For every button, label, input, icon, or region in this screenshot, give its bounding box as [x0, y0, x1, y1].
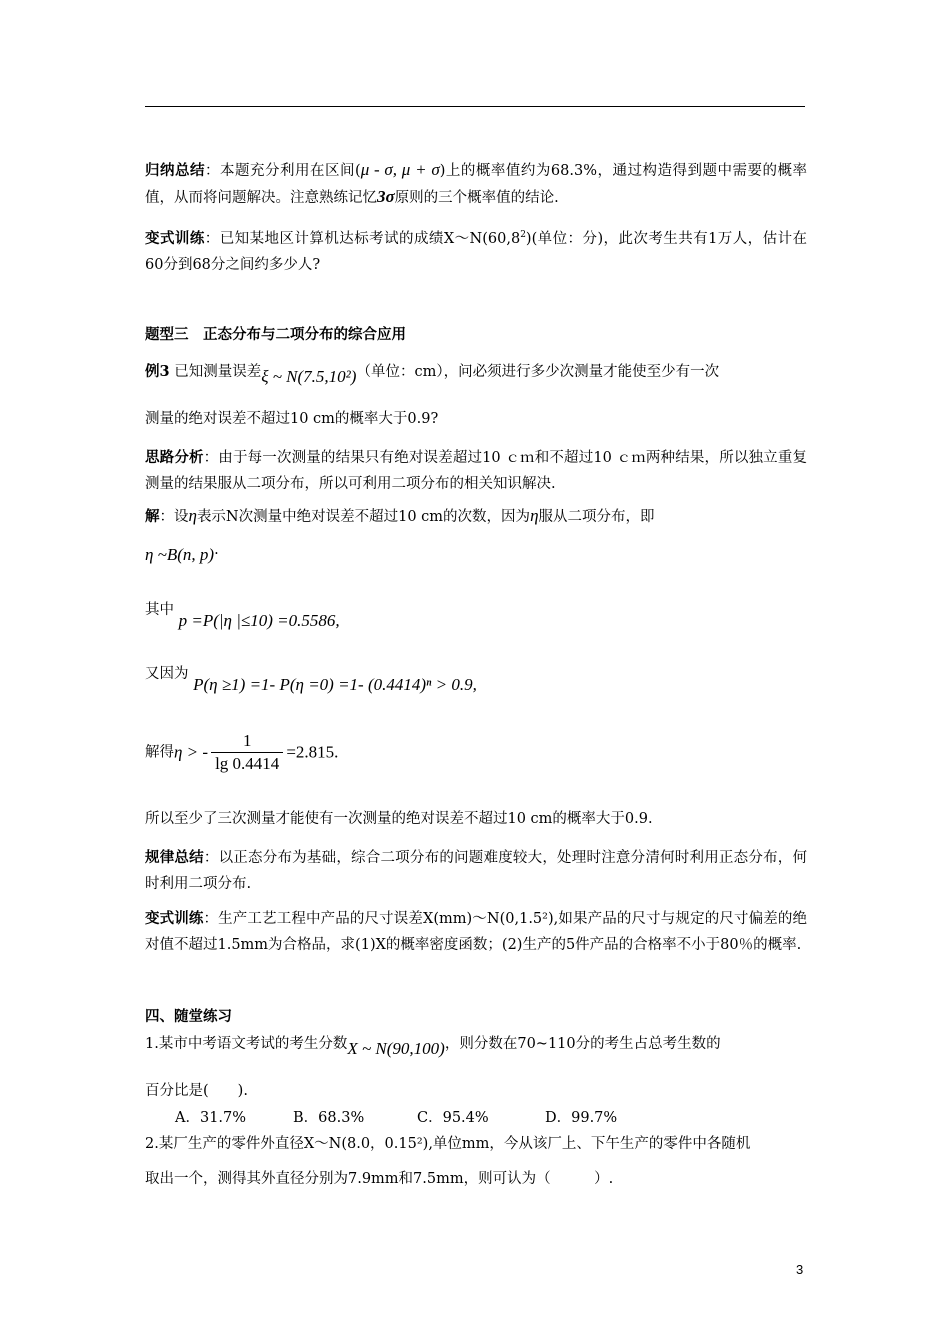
rule-summary: 规律总结：以正态分布为基础，综合二项分布的问题难度较大，处理时注意分清何时利用正态分布，何时利用二项分布. — [145, 849, 808, 892]
solution-line-2: η ~B(n, p). — [145, 542, 219, 564]
section-heading-4: 四、随堂练习 — [145, 1008, 232, 1025]
option-a: A．31.7% — [175, 1110, 247, 1126]
section-heading-3: 题型三 正态分布与二项分布的综合应用 — [145, 326, 406, 343]
solution-inequality: 又因为 P(η ≥1) =1- P(η =0) =1- (0.4414)ⁿ > 0.9, — [145, 666, 477, 694]
example-3: 例3 已知测量误差ξ ~ N(7.5,10²)（单位：cm），问必须进行多少次测量才能使至少有一次 — [145, 363, 720, 386]
variant-exercise-2: 变式训练：生产工艺工程中产品的尺寸误差X(mm)～N(0,1.5²),如果产品的尺寸与规定的尺寸偏差的绝对值不超过1.5mm为合格品，求(1)X的概率密度函数；(2)生产的5件产品的合格率不小于80％的概率. — [145, 910, 807, 953]
three-sigma: 3σ — [377, 187, 395, 206]
solution-line-1: 解：设η表示N次测量中绝对误差不超过10 cm的次数，因为η服从二项分布，即 — [145, 506, 655, 525]
option-b: B．68.3% — [293, 1110, 365, 1126]
summary-label: 归纳总结 — [145, 162, 206, 179]
example-3-cont: 测量的绝对误差不超过10 cm的概率大于0.9? — [145, 411, 439, 427]
error-distribution: ξ ~ N(7.5,10²) — [261, 367, 357, 386]
question-1-cont: 百分比是( ). — [145, 1083, 248, 1099]
binomial-formula: η ~B(n, p) — [145, 545, 215, 564]
variant-exercise-1: 变式训练：已知某地区计算机达标考试的成绩X～N(60,8$^2$)(单位：分)，此次考生共有1万人，估计在60分到68分之间约多少人? — [145, 229, 808, 273]
interval-formula: μ - σ, μ + σ — [360, 160, 440, 179]
solution-conclusion: 所以至少了三次测量才能使有一次测量的绝对误差不超过10 cm的概率大于0.9. — [145, 811, 653, 827]
solution-result: 解得η > - $\frac{1}{\lg 0.4414}$ =2.815. — [145, 731, 339, 773]
page-number: 3 — [796, 1262, 804, 1277]
score-distribution: X ~ N(90,100) — [347, 1039, 445, 1058]
question-1: 1.某市中考语文考试的考生分数X ~ N(90,100)，则分数在70~110分的考生占总考生数的 — [145, 1036, 721, 1058]
fraction: $\frac{1}{\lg 0.4414}$ — [211, 730, 283, 775]
option-d: D．99.7% — [545, 1110, 618, 1126]
inequality-formula: P(η ≥1) =1- P(η =0) =1- (0.4414)ⁿ > 0.9, — [193, 675, 477, 694]
question-2-cont: 取出一个，测得其外直径分别为7.9mm和7.5mm，则可认为（ ）. — [145, 1171, 614, 1187]
question-2: 2.某厂生产的零件外直径X～N(8.0，0.15²),单位mm，今从该厂上、下午生产的零件中各随机 — [145, 1136, 751, 1152]
header-rule — [145, 106, 805, 107]
summary-paragraph: 归纳总结：本题充分利用在区间(μ - σ, μ + σ)上的概率值约为68.3%，通过构造得到题中需要的概率值，从而将问题解决。注意熟练记忆3σ原则的三个概率值的结论. — [145, 160, 808, 206]
p-formula: p =P(|η |≤10) =0.5586, — [178, 611, 340, 630]
solution-p-value: 其中 p =P(|η |≤10) =0.5586, — [145, 602, 340, 630]
option-c: C．95.4% — [417, 1110, 489, 1126]
analysis-paragraph: 思路分析：由于每一次测量的结果只有绝对误差超过10 ｃｍ和不超过10 ｃｍ两种结果，所以独立重复测量的结果服从二项分布，所以可利用二项分布的相关知识解决. — [145, 449, 807, 492]
